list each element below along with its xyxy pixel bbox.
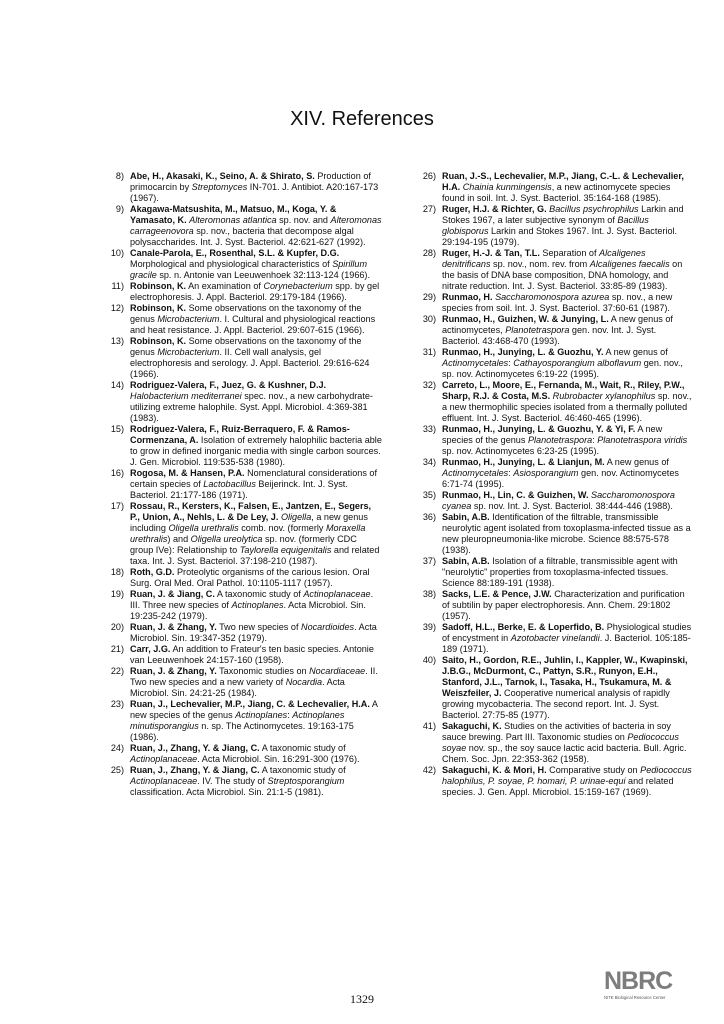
reference-text (130, 171, 382, 204)
reference-text (130, 765, 382, 798)
taxon-name: Halobacterium mediterranei (130, 391, 242, 401)
reference-segment: Some observations on the taxonomy of the genus (130, 336, 362, 357)
reference-segment: . Acta Microbiol. Sin. 19:347-352 (1979). (130, 622, 377, 643)
reference-segment: sp. nov. and (276, 215, 331, 225)
taxon-name: Azotobacter vinelandii (510, 633, 600, 643)
reference-text (130, 281, 382, 303)
reference-item (100, 666, 382, 699)
taxon-name: Actinoplanes (235, 710, 288, 720)
taxon-name: Saccharomonospora azurea (495, 292, 610, 302)
reference-item (100, 424, 382, 468)
reference-authors: Rodriguez-Valera, F., Juez, G. & Kushner, D.J. (130, 380, 327, 390)
reference-item (412, 292, 694, 314)
reference-segment: and related species. J. Gen. Appl. Microbiol. 15:159-167 (1969). (442, 776, 674, 797)
reference-segment: : (287, 710, 293, 720)
reference-authors: Runmao, H. (442, 292, 493, 302)
reference-segment: Larkin and Stokes 1967. Int. J. Syst. Bacteriol. 29:194-195 (1979). (442, 226, 678, 247)
taxon-name: Cathayosporangium alboflavum (513, 358, 642, 368)
reference-item (412, 512, 694, 556)
reference-number: 41) (422, 721, 436, 731)
reference-segment: classification. Acta Microbiol. Sin. 21:1-5 (1981). (130, 787, 324, 797)
reference-item (100, 171, 382, 204)
reference-segment: Physiological studies of encystment in (442, 622, 692, 643)
taxon-name: Actinoplanaceae (130, 754, 198, 764)
reference-number: 19) (110, 589, 124, 599)
reference-item (412, 490, 694, 512)
taxon-name: Bacillus psychrophilus (549, 204, 639, 214)
taxon-name: Planotetraspora (527, 435, 593, 445)
reference-item (412, 424, 694, 457)
reference-number: 18) (110, 567, 124, 577)
reference-authors: Sakaguchi, K. & Mori, H. (442, 765, 547, 775)
reference-authors: Ruan, J., Lechevalier, M.P., Jiang, C. & Lechevalier, H.A. (130, 699, 370, 709)
reference-text (130, 743, 382, 765)
reference-segment: gen. nov. Int. J. Syst. Bacteriol. 43:468-470 (1993). (442, 325, 657, 346)
reference-number: 25) (110, 765, 124, 775)
reference-text (130, 501, 382, 567)
reference-item (100, 468, 382, 501)
reference-authors: Ruan, J. & Jiang, C. (130, 589, 215, 599)
reference-segment: sp. nov. (formerly CDC group IVe): Relationship to (130, 534, 357, 555)
reference-item (412, 204, 694, 248)
reference-number: 16) (110, 468, 124, 478)
reference-segment: A new genus of (604, 457, 669, 467)
reference-item (100, 303, 382, 336)
reference-text (442, 171, 694, 204)
reference-authors: Ruan, J.-S., Lechevalier, M.P., Jiang, C.-L. & Lechevalier, H.A. (442, 171, 684, 192)
reference-text (130, 204, 382, 248)
reference-text (442, 721, 694, 765)
reference-segment: spec. nov., a new carbohydrate-utilizing extreme halophile. Syst. Appl. Microbiol. 4:369-381 (1983). (130, 391, 373, 423)
reference-number: 17) (110, 501, 124, 511)
taxon-name: Spirillum gracile (130, 259, 368, 280)
reference-item (412, 589, 694, 622)
reference-authors: Ruger, H.-J. & Tan, T.L. (442, 248, 540, 258)
reference-segment: Isolation of extremely halophilic bacteria able to grow in defined inorganic media with single carbon sources. J. Gen. Microbiol. 119:535-538 (1980). (130, 435, 382, 467)
reference-number: 27) (422, 204, 436, 214)
reference-segment: sp. n. Antonie van Leeuwenhoek 32:113-124 (1966). (156, 270, 370, 280)
taxon-name: Actinomycetales (442, 468, 509, 478)
taxon-name: Oligella ureolytica (190, 534, 263, 544)
reference-segment: Larkin and Stokes 1967, a later subjective synonym of (442, 204, 684, 225)
reference-number: 39) (422, 622, 436, 632)
reference-segment: , a new genus including (130, 512, 368, 533)
taxon-name: Alcaligenes denitrificans (442, 248, 646, 269)
reference-text (130, 622, 382, 644)
reference-item (100, 765, 382, 798)
reference-text (442, 589, 694, 622)
reference-number: 38) (422, 589, 436, 599)
reference-item (412, 457, 694, 490)
reference-segment: Identification of the filtrable, transmissible neurolytic agent isolated from toxoplasma-infected tissue as a new pleuropneumonia-like microbe. Science 88:575-578 (1938). (442, 512, 691, 555)
taxon-name: Nocardiaceae (309, 666, 366, 676)
reference-authors: Runmao, H., Junying, L. & Guozhu, Y. & Yi, F. (442, 424, 636, 434)
reference-segment: Comparative study on (546, 765, 641, 775)
reference-segment: Studies on the activities of bacteria in soy sauce brewing. Part III. Taxonomic studies on (442, 721, 671, 742)
reference-segment: Nomenclatural considerations of certain species of (130, 468, 377, 489)
reference-segment: Proteolytic organisms of the carious lesion. Oral Surg. Oral Med. Oral Pathol. 10:1105-1117 (1957). (130, 567, 370, 588)
reference-segment: . II. Cell wall analysis, gel electrophoresis and serology. J. Appl. Bacteriol. 29:616-624 (1966). (130, 347, 370, 379)
reference-segment: n. sp. The Actinomycetes. 19:163-175 (1986). (130, 721, 354, 742)
taxon-name: Alcaligenes faecalis (589, 259, 670, 269)
taxon-name: Oligella (280, 512, 312, 522)
logo-text: NBRC (604, 967, 673, 995)
reference-segment: Characterization and purification of subtilin by paper electrophoresis. Ann. Chem. 29:1802 (1957). (442, 589, 685, 621)
reference-authors: Abe, H., Akasaki, K., Seino, A. & Shirato, S. (130, 171, 315, 181)
taxon-name: Pediococcus soyae (442, 732, 679, 753)
reference-segment: Taxonomic studies on (216, 666, 310, 676)
reference-authors: Runmao, H., Guizhen, W. & Junying, L. (442, 314, 609, 324)
reference-segment: A taxonomic study of (259, 743, 346, 753)
logo-subtitle: NITE Biological Resource Center (604, 995, 666, 1000)
reference-segment: sp. nov., a new thermophilic species isolated from a thermally polluted effluent. Int. J. Syst. Bacteriol. 46:460-465 (1996). (442, 391, 692, 423)
reference-segment: Isolation of a filtrable, transmissible agent with "neurolytic" properties from toxoplasma-infected tissues. Science 88:189-191 (1938). (442, 556, 678, 588)
reference-text (130, 699, 382, 743)
reference-authors: Robinson, K. (130, 336, 187, 346)
reference-segment: sp. nov. Actinomycetes 6:23-25 (1995). (442, 446, 600, 456)
reference-authors: Ruan, J. & Zhang, Y. (130, 622, 217, 632)
reference-segment: sp. nov., nom. rev. from (490, 259, 590, 269)
reference-authors: Rogosa, M. & Hansen, P.A. (130, 468, 245, 478)
reference-segment: nov. sp., the soy sauce lactic acid bacteria. Bull. Agric. Chem. Soc. Jpn. 22:353-362 (1958). (442, 743, 687, 764)
reference-text (442, 314, 694, 347)
reference-segment: A taxonomic study of (259, 765, 346, 775)
reference-item (412, 248, 694, 292)
reference-segment: A new genus of (603, 347, 668, 357)
reference-item (100, 204, 382, 248)
reference-text (130, 666, 382, 699)
reference-number: 13) (110, 336, 124, 346)
reference-text (442, 380, 694, 424)
reference-segment: Some observations on the taxonomy of the genus (130, 303, 362, 324)
reference-item (100, 699, 382, 743)
reference-item (100, 336, 382, 380)
reference-segment: : (592, 435, 598, 445)
reference-segment: Morphological and physiological characteristics of (130, 259, 333, 269)
reference-authors: Ruger, H.J. & Richter, G. (442, 204, 547, 214)
reference-number: 31) (422, 347, 436, 357)
reference-number: 23) (110, 699, 124, 709)
reference-text (442, 490, 694, 512)
reference-text (442, 204, 694, 248)
taxon-name: Streptomyces (191, 182, 248, 192)
reference-segment: : (508, 468, 514, 478)
reference-item (100, 501, 382, 567)
taxon-name: Actinoplanes (231, 600, 284, 610)
reference-segment: Production of primocarcin by (130, 171, 371, 192)
taxon-name: Lactobacillus (203, 479, 256, 489)
reference-text (130, 589, 382, 622)
reference-authors: Rodriguez-Valera, F., Ruiz-Berraquero, F. & Ramos-Cormenzana, A. (130, 424, 350, 445)
reference-segment: . I. Cultural and physiological reactions and heat resistance. J. Appl. Bacteriol. 29:607-615 (1966). (130, 314, 376, 335)
reference-number: 34) (422, 457, 436, 467)
reference-authors: Canale-Parola, E., Rosenthal, S.L. & Kupfer, D.G. (130, 248, 340, 258)
taxon-name: Microbacterium (157, 314, 220, 324)
reference-number: 8) (115, 171, 124, 181)
taxon-name: Nocardioides (301, 622, 355, 632)
reference-number: 15) (110, 424, 124, 434)
reference-item (100, 644, 382, 666)
reference-item (412, 622, 694, 655)
reference-segment: comb. nov. (formerly (238, 523, 326, 533)
reference-number: 20) (110, 622, 124, 632)
reference-item (412, 171, 694, 204)
reference-segment: Separation of (539, 248, 600, 258)
reference-segment: . IV. The study of (197, 776, 268, 786)
reference-item (412, 314, 694, 347)
taxon-name: Alteromonas carrageenovora (130, 215, 382, 236)
reference-text (130, 303, 382, 336)
reference-segment: ) and (167, 534, 191, 544)
taxon-name: Chainia kunmingensis (462, 182, 552, 192)
reference-text (442, 292, 694, 314)
reference-authors: Carr, J.G. (130, 644, 171, 654)
taxon-name: Planotetraspora (505, 325, 570, 335)
reference-number: 22) (110, 666, 124, 676)
reference-item (100, 589, 382, 622)
reference-number: 21) (110, 644, 124, 654)
reference-text (130, 567, 382, 589)
reference-segment: and related taxa. Int. J. Syst. Bacteriol. 37:198-210 (1987). (130, 545, 380, 566)
reference-text (442, 765, 694, 798)
taxon-name: Oligella urethralis (168, 523, 239, 533)
reference-segment: . Acta Microbiol. Sin. 19:235-242 (1979). (130, 600, 366, 621)
reference-segment: , a new actinomycete species found in soil. Int. J. Syst. Bacteriol. 35:164-168 (1985). (442, 182, 671, 203)
reference-segment: sp. nov., bacteria that decompose algal polysaccharides. Int. J. Syst. Bacteriol. 42:621-627 (1992). (130, 226, 366, 247)
taxon-name: Microbacterium (157, 347, 220, 357)
reference-item (100, 380, 382, 424)
reference-number: 35) (422, 490, 436, 500)
reference-segment: Two new species of (216, 622, 301, 632)
taxon-name: Planotetraspora viridis (597, 435, 688, 445)
reference-authors: Runmao, H., Junying, L. & Lianjun, M. (442, 457, 605, 467)
reference-segment: . J. Bacteriol. 105:185-189 (1971). (442, 633, 691, 654)
nbrc-logo (604, 968, 684, 1008)
reference-text (130, 424, 382, 468)
reference-authors: Robinson, K. (130, 281, 187, 291)
reference-segment: sp. nov., a new species from soil. Int. J. Syst. Bacteriol. 37:60-61 (1987). (442, 292, 673, 313)
reference-number: 32) (422, 380, 436, 390)
reference-item (412, 765, 694, 798)
taxon-name: Taylorella equigenitalis (239, 545, 332, 555)
reference-item (100, 567, 382, 589)
page-number: 1329 (350, 992, 374, 1006)
reference-segment: on the basis of DNA base composition, DNA homology, and nitrate reduction. Int. J. Syst. Bacteriol. 33:85-89 (1983). (442, 259, 683, 291)
taxon-name: Pediococcus halophilus, P. soyae, P. homari, P. urinae-equi (442, 765, 692, 786)
page-title: XIV. References (290, 108, 434, 130)
reference-text (442, 512, 694, 556)
reference-number: 40) (422, 655, 436, 665)
reference-authors: Sadoff, H.L., Berke, E. & Loperfido, B. (442, 622, 605, 632)
reference-segment: . Acta Microbiol. Sin. 24:21-25 (1984). (130, 677, 345, 698)
reference-text (130, 336, 382, 380)
reference-number: 11) (111, 281, 124, 291)
reference-text (130, 644, 382, 666)
taxon-name: Saccharomonospora cyanea (442, 490, 675, 511)
reference-authors: Runmao, H., Junying, L. & Guozhu, Y. (442, 347, 604, 357)
reference-number: 24) (110, 743, 124, 753)
reference-segment: IN-701. J. Antibiot. A20:167-173 (1967). (130, 182, 379, 203)
reference-segment: A new genus of actinomycetes, (442, 314, 673, 335)
taxon-name: Alteromonas atlantica (189, 215, 277, 225)
reference-authors: Ruan, J., Zhang, Y. & Jiang, C. (130, 743, 260, 753)
reference-number: 26) (422, 171, 436, 181)
reference-authors: Saito, H., Gordon, R.E., Juhlin, I., Kappler, W., Kwapinski, J.B.G., McDurmont, C., Pattyn, S.R., Runyon, E.H., Stanford, J.L., Tarnok, I., Tasaka, H., Tsukamura, M. & Weiszfeiler, J. (442, 655, 688, 698)
reference-authors: Ruan, J. & Zhang, Y. (130, 666, 217, 676)
taxon-name: Rubrobacter xylanophilus (552, 391, 656, 401)
reference-number: 12) (110, 303, 124, 313)
reference-number: 29) (422, 292, 436, 302)
reference-segment: gen. nov., sp. nov. Actinomycetes 6:19-22 (1995). (442, 358, 683, 379)
reference-number: 37) (422, 556, 436, 566)
reference-text (442, 347, 694, 380)
reference-item (100, 622, 382, 644)
reference-text (442, 248, 694, 292)
reference-item (412, 347, 694, 380)
reference-authors: Sabin, A.B. (442, 556, 490, 566)
taxon-name: Bacillus globisporus (442, 215, 649, 236)
taxon-name: Actinoplanes minutisporangius (130, 710, 345, 731)
taxon-name: Streptosporangium (267, 776, 345, 786)
reference-text (442, 655, 694, 721)
reference-segment: An addition to Frateur's ten basic species. Antonie van Leeuwenhoek 24:157-160 (1958). (130, 644, 374, 665)
reference-authors: Ruan, J., Zhang, Y. & Jiang, C. (130, 765, 260, 775)
taxon-name: Moraxella urethralis (130, 523, 366, 544)
reference-authors: Roth, G.D. (130, 567, 175, 577)
taxon-name: Actinoplanaceae (303, 589, 371, 599)
reference-number: 10) (110, 248, 124, 258)
reference-segment: Beijerinck. Int. J. Syst. Bacteriol. 21:177-186 (1971). (130, 479, 348, 500)
reference-item (412, 556, 694, 589)
reference-segment: . III. Three new species of (130, 589, 374, 610)
reference-segment: A taxonomic study of (214, 589, 304, 599)
taxon-name: Nocardia (285, 677, 323, 687)
reference-authors: Akagawa-Matsushita, M., Matsuo, M., Koga, Y. & Yamasato, K. (130, 204, 337, 225)
reference-item (100, 281, 382, 303)
reference-text (442, 424, 694, 457)
reference-authors: Sacks, L.E. & Pence, J.W. (442, 589, 552, 599)
reference-authors: Rossau, R., Kersters, K., Falsen, E., Jantzen, E., Segers, P., Union, A., Nehls, L. & De Ley, J. (130, 501, 372, 522)
reference-segment: A new species of the genus (130, 699, 378, 720)
reference-number: 33) (422, 424, 436, 434)
reference-number: 42) (422, 765, 436, 775)
reference-authors: Runmao, H., Lin, C. & Guizhen, W. (442, 490, 589, 500)
reference-item (412, 655, 694, 721)
reference-number: 28) (422, 248, 436, 258)
reference-item (100, 743, 382, 765)
reference-item (412, 721, 694, 765)
taxon-name: Corynebacterium (263, 281, 333, 291)
reference-authors: Robinson, K. (130, 303, 187, 313)
reference-authors: Carreto, L., Moore, E., Fernanda, M., Wait, R., Riley, P.W., Sharp, R.J. & Costa, M.S. (442, 380, 685, 401)
reference-text (442, 457, 694, 490)
reference-text (130, 248, 382, 281)
taxon-name: Actinomycetales (442, 358, 509, 368)
reference-number: 14) (110, 380, 124, 390)
reference-authors: Sabin, A.B. (442, 512, 490, 522)
reference-segment: gen. nov. Actinomycetes 6:71-74 (1995). (442, 468, 679, 489)
reference-number: 9) (115, 204, 124, 214)
references-right-column (412, 171, 694, 798)
reference-number: 36) (422, 512, 436, 522)
reference-text (442, 622, 694, 655)
taxon-name: Asiosporangium (513, 468, 579, 478)
reference-segment: Cooperative numerical analysis of rapidly growing mycobacteria. The second report. Int. J. Syst. Bacteriol. 27:75-85 (1977). (442, 688, 670, 720)
references-left-column (100, 171, 382, 798)
reference-item (412, 380, 694, 424)
reference-segment: spp. by gel electrophoresis. J. Appl. Bacteriol. 29:179-184 (1966). (130, 281, 380, 302)
reference-item (100, 248, 382, 281)
reference-text (442, 556, 694, 589)
reference-text (130, 380, 382, 424)
reference-segment: : (508, 358, 514, 368)
reference-text (130, 468, 382, 501)
reference-segment: sp. nov. Int. J. Syst. Bacteriol. 38:444-446 (1988). (471, 501, 673, 511)
reference-authors: Sakaguchi, K. (442, 721, 502, 731)
reference-segment: An examination of (186, 281, 264, 291)
reference-segment: A new species of the genus (442, 424, 663, 445)
reference-segment: . II. Two new species and a new variety of (130, 666, 378, 687)
reference-number: 30) (422, 314, 436, 324)
reference-segment: . Acta Microbiol. Sin. 16:291-300 (1976). (197, 754, 360, 764)
taxon-name: Actinoplanaceae (130, 776, 198, 786)
